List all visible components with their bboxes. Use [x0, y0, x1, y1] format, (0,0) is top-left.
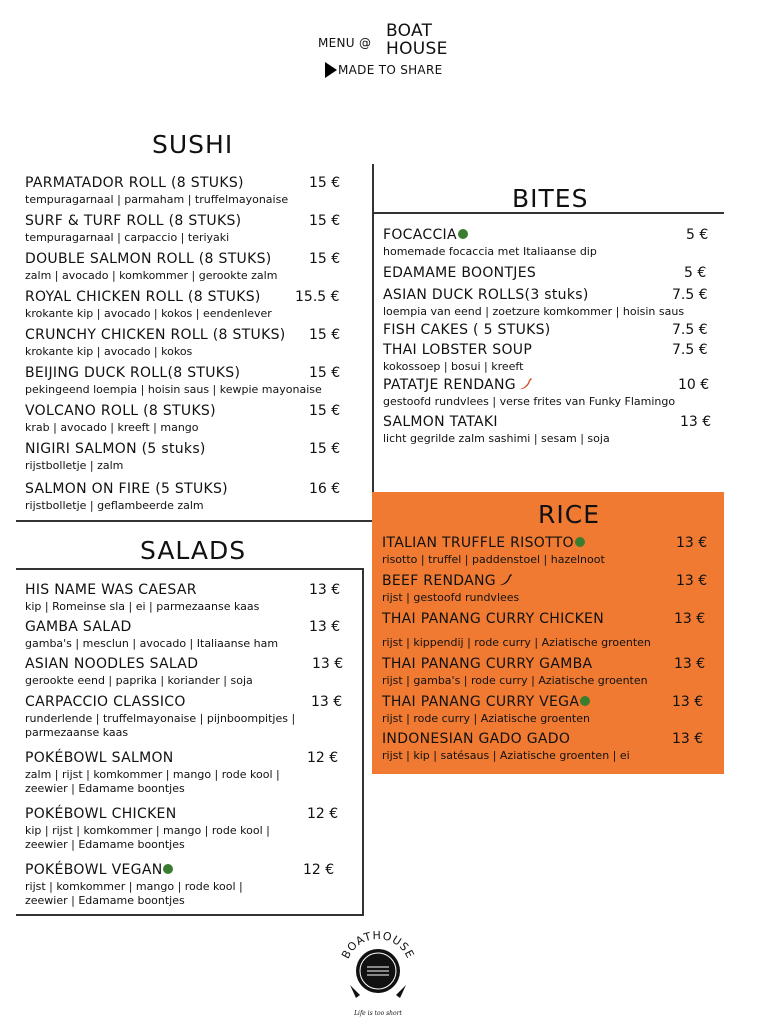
- header: [318, 22, 468, 82]
- menu-item: [25, 618, 355, 655]
- item-name: PARMATADOR ROLL (8 STUKS): [25, 175, 244, 191]
- item-desc: gerookte eend | paprika | koriander | soja: [25, 674, 253, 687]
- menu-item: [25, 326, 365, 364]
- menu-item: [383, 286, 713, 321]
- item-desc: rijst | kip | satésaus | Aziatische groenten | ei: [382, 749, 630, 762]
- menu-item: [382, 730, 717, 766]
- vegan-dot-icon: [458, 229, 468, 239]
- item-desc-2: zeewier | Edamame boontjes: [25, 782, 185, 795]
- item-name: POKÉBOWL SALMON: [25, 750, 174, 766]
- item-price: 10 €: [678, 377, 710, 393]
- bites-box: [372, 212, 374, 458]
- menu-item: [382, 572, 717, 610]
- item-price: 12 €: [303, 862, 335, 878]
- item-desc-2: zeewier | Edamame boontjes: [25, 894, 185, 907]
- item-name: THAI PANANG CURRY VEGA: [382, 694, 580, 710]
- item-desc: gamba's | mesclun | avocado | Italiaanse ham: [25, 637, 279, 650]
- item-price: 16 €: [309, 481, 341, 497]
- menu-item: [382, 655, 717, 693]
- item-price: 15 €: [309, 251, 341, 267]
- item-name: ITALIAN TRUFFLE RISOTTO: [382, 535, 574, 551]
- item-price: 7.5 €: [672, 322, 708, 338]
- menu-item: [25, 749, 355, 805]
- item-name: ROYAL CHICKEN ROLL (8 STUKS): [25, 289, 261, 305]
- menu-item: [383, 341, 713, 376]
- rice-title: RICE: [538, 500, 600, 529]
- item-price: 7.5 €: [672, 287, 708, 303]
- item-name-row: [383, 226, 713, 245]
- item-price: 15 €: [309, 175, 341, 191]
- menu-at-label: MENU @: [318, 36, 372, 50]
- item-price: 7.5 €: [672, 342, 708, 358]
- item-name: VOLCANO ROLL (8 STUKS): [25, 403, 216, 419]
- item-name: NIGIRI SALMON (5 stuks): [25, 441, 206, 457]
- item-desc: licht gegrilde zalm sashimi | sesam | soja: [383, 432, 610, 445]
- item-name: BEEF RENDANG: [382, 573, 496, 589]
- salads-list: [25, 581, 355, 917]
- item-name-row: [382, 534, 717, 553]
- boathouse-wordmark: [386, 22, 448, 58]
- item-price: 13 €: [672, 731, 704, 747]
- item-name: EDAMAME BOONTJES: [383, 265, 537, 281]
- sushi-list: [25, 174, 365, 518]
- menu-item: [382, 534, 717, 572]
- item-desc: krab | avocado | kreeft | mango: [25, 421, 199, 434]
- menu-item: [383, 413, 713, 448]
- item-desc: pekingeend loempia | hoisin saus | kewpie mayonaise: [25, 383, 322, 396]
- item-desc-2: zeewier | Edamame boontjes: [25, 838, 185, 851]
- item-desc: rijst | komkommer | mango | rode kool |: [25, 880, 243, 893]
- item-desc: homemade focaccia met Italiaanse dip: [383, 245, 597, 258]
- boat-word: BOAT: [386, 21, 433, 41]
- chili-icon: [497, 573, 513, 587]
- item-name: GAMBA SALAD: [25, 619, 132, 635]
- item-name: FISH CAKES ( 5 STUKS): [383, 322, 551, 338]
- bites-top-rule: [372, 212, 724, 214]
- item-name: ASIAN DUCK ROLLS(3 stuks): [383, 287, 589, 303]
- item-price: 12 €: [307, 806, 339, 822]
- item-name: POKÉBOWL VEGAN: [25, 862, 163, 878]
- item-name-row: [382, 572, 717, 591]
- logo-signature: Life is too short: [354, 1010, 402, 1017]
- item-price: 15 €: [309, 403, 341, 419]
- item-name: SALMON ON FIRE (5 STUKS): [25, 481, 228, 497]
- item-desc: runderlende | truffelmayonaise | pijnboompitjes |: [25, 712, 296, 725]
- item-name: HIS NAME WAS CAESAR: [25, 582, 197, 598]
- item-desc: rijstbolletje | geflambeerde zalm: [25, 499, 204, 512]
- item-name: BEIJING DUCK ROLL(8 STUKS): [25, 365, 241, 381]
- item-desc: risotto | truffel | paddenstoel | hazelnoot: [382, 553, 605, 566]
- item-price: 12 €: [307, 750, 339, 766]
- item-desc: rijst | kippendij | rode curry | Aziatische groenten: [382, 636, 651, 649]
- item-desc: tempuragarnaal | parmaham | truffelmayonaise: [25, 193, 289, 206]
- item-desc: zalm | avocado | komkommer | gerookte zalm: [25, 269, 278, 282]
- item-desc: gestoofd rundvlees | verse frites van Funky Flamingo: [383, 395, 676, 408]
- menu-item: [383, 264, 713, 286]
- item-price: 15 €: [309, 365, 341, 381]
- menu-item: [25, 805, 355, 861]
- item-price: 13 €: [676, 573, 708, 589]
- item-price: 13 €: [312, 656, 344, 672]
- item-name: THAI PANANG CURRY GAMBA: [382, 656, 593, 672]
- item-name: POKÉBOWL CHICKEN: [25, 806, 177, 822]
- item-price: 13 €: [672, 694, 704, 710]
- item-name: PATATJE RENDANG: [383, 377, 516, 393]
- menu-item: [383, 321, 713, 341]
- item-price: 15 €: [309, 327, 341, 343]
- item-price: 13 €: [311, 694, 343, 710]
- menu-item: [25, 861, 355, 917]
- item-name: FOCACCIA: [383, 227, 457, 243]
- item-name: ASIAN NOODLES SALAD: [25, 656, 199, 672]
- item-name: THAI LOBSTER SOUP: [383, 342, 533, 358]
- tagline: [325, 62, 442, 78]
- rice-list: [382, 534, 717, 766]
- item-desc: kip | Romeinse sla | ei | parmezaanse kaas: [25, 600, 260, 613]
- item-desc: kokossoep | bosui | kreeft: [383, 360, 524, 373]
- item-price: 13 €: [674, 611, 706, 627]
- menu-item: [25, 402, 365, 440]
- item-name-row: [383, 376, 713, 395]
- item-price: 13 €: [680, 414, 712, 430]
- logo-arc-text: BOATHOUSE: [339, 928, 417, 961]
- item-name: SURF & TURF ROLL (8 STUKS): [25, 213, 242, 229]
- item-desc: loempia van eend | zoetzure komkommer | hoisin saus: [383, 305, 685, 318]
- menu-item: [25, 480, 365, 518]
- item-name: DOUBLE SALMON ROLL (8 STUKS): [25, 251, 272, 267]
- chili-icon: [517, 377, 533, 391]
- item-desc: krokante kip | avocado | kokos: [25, 345, 193, 358]
- item-price: 15 €: [309, 441, 341, 457]
- menu-item: [25, 655, 355, 693]
- item-name: INDONESIAN GADO GADO: [382, 731, 571, 747]
- item-desc: rijst | gestoofd rundvlees: [382, 591, 520, 604]
- play-triangle-icon: [325, 62, 337, 78]
- item-price: 13 €: [309, 582, 341, 598]
- menu-item: [25, 250, 365, 288]
- menu-item: [25, 693, 355, 749]
- item-desc: rijst | gamba's | rode curry | Aziatische groenten: [382, 674, 648, 687]
- house-word: HOUSE: [386, 39, 448, 59]
- bites-title: BITES: [512, 184, 589, 213]
- item-name: THAI PANANG CURRY CHICKEN: [382, 611, 604, 627]
- vegan-dot-icon: [580, 696, 590, 706]
- item-name: SALMON TATAKI: [383, 414, 498, 430]
- item-desc: rijst | rode curry | Aziatische groenten: [382, 712, 590, 725]
- item-desc: krokante kip | avocado | kokos | eendenlever: [25, 307, 272, 320]
- menu-item: [25, 440, 365, 480]
- item-name-row: [382, 693, 717, 712]
- item-price: 13 €: [674, 656, 706, 672]
- salads-title: SALADS: [140, 536, 247, 565]
- item-price: 5 €: [686, 227, 709, 243]
- item-price: 5 €: [684, 265, 707, 281]
- bites-list: [383, 226, 713, 448]
- item-desc: tempuragarnaal | carpaccio | teriyaki: [25, 231, 230, 244]
- item-price: 13 €: [676, 535, 708, 551]
- menu-item: [383, 376, 713, 413]
- menu-item: [25, 212, 365, 250]
- menu-item: [25, 288, 365, 326]
- vegan-dot-icon: [575, 537, 585, 547]
- item-desc: zalm | rijst | komkommer | mango | rode kool |: [25, 768, 280, 781]
- item-desc-2: parmezaanse kaas: [25, 726, 129, 739]
- menu-item: [383, 226, 713, 264]
- item-price: 15.5 €: [295, 289, 340, 305]
- sushi-title: SUSHI: [152, 130, 234, 159]
- item-name: CARPACCIO CLASSICO: [25, 694, 186, 710]
- logo-emblem: [350, 949, 406, 998]
- item-price: 15 €: [309, 213, 341, 229]
- item-name: CRUNCHY CHICKEN ROLL (8 STUKS): [25, 327, 286, 343]
- menu-item: [25, 364, 365, 402]
- item-price: 13 €: [309, 619, 341, 635]
- menu-item: [382, 610, 717, 655]
- item-desc: kip | rijst | komkommer | mango | rode kool |: [25, 824, 270, 837]
- item-desc: rijstbolletje | zalm: [25, 459, 124, 472]
- menu-item: [25, 174, 365, 212]
- boathouse-logo: [330, 925, 426, 1021]
- vegan-dot-icon: [163, 864, 173, 874]
- menu-item: [382, 693, 717, 730]
- menu-item: [25, 581, 355, 618]
- tagline-text: MADE TO SHARE: [338, 63, 443, 77]
